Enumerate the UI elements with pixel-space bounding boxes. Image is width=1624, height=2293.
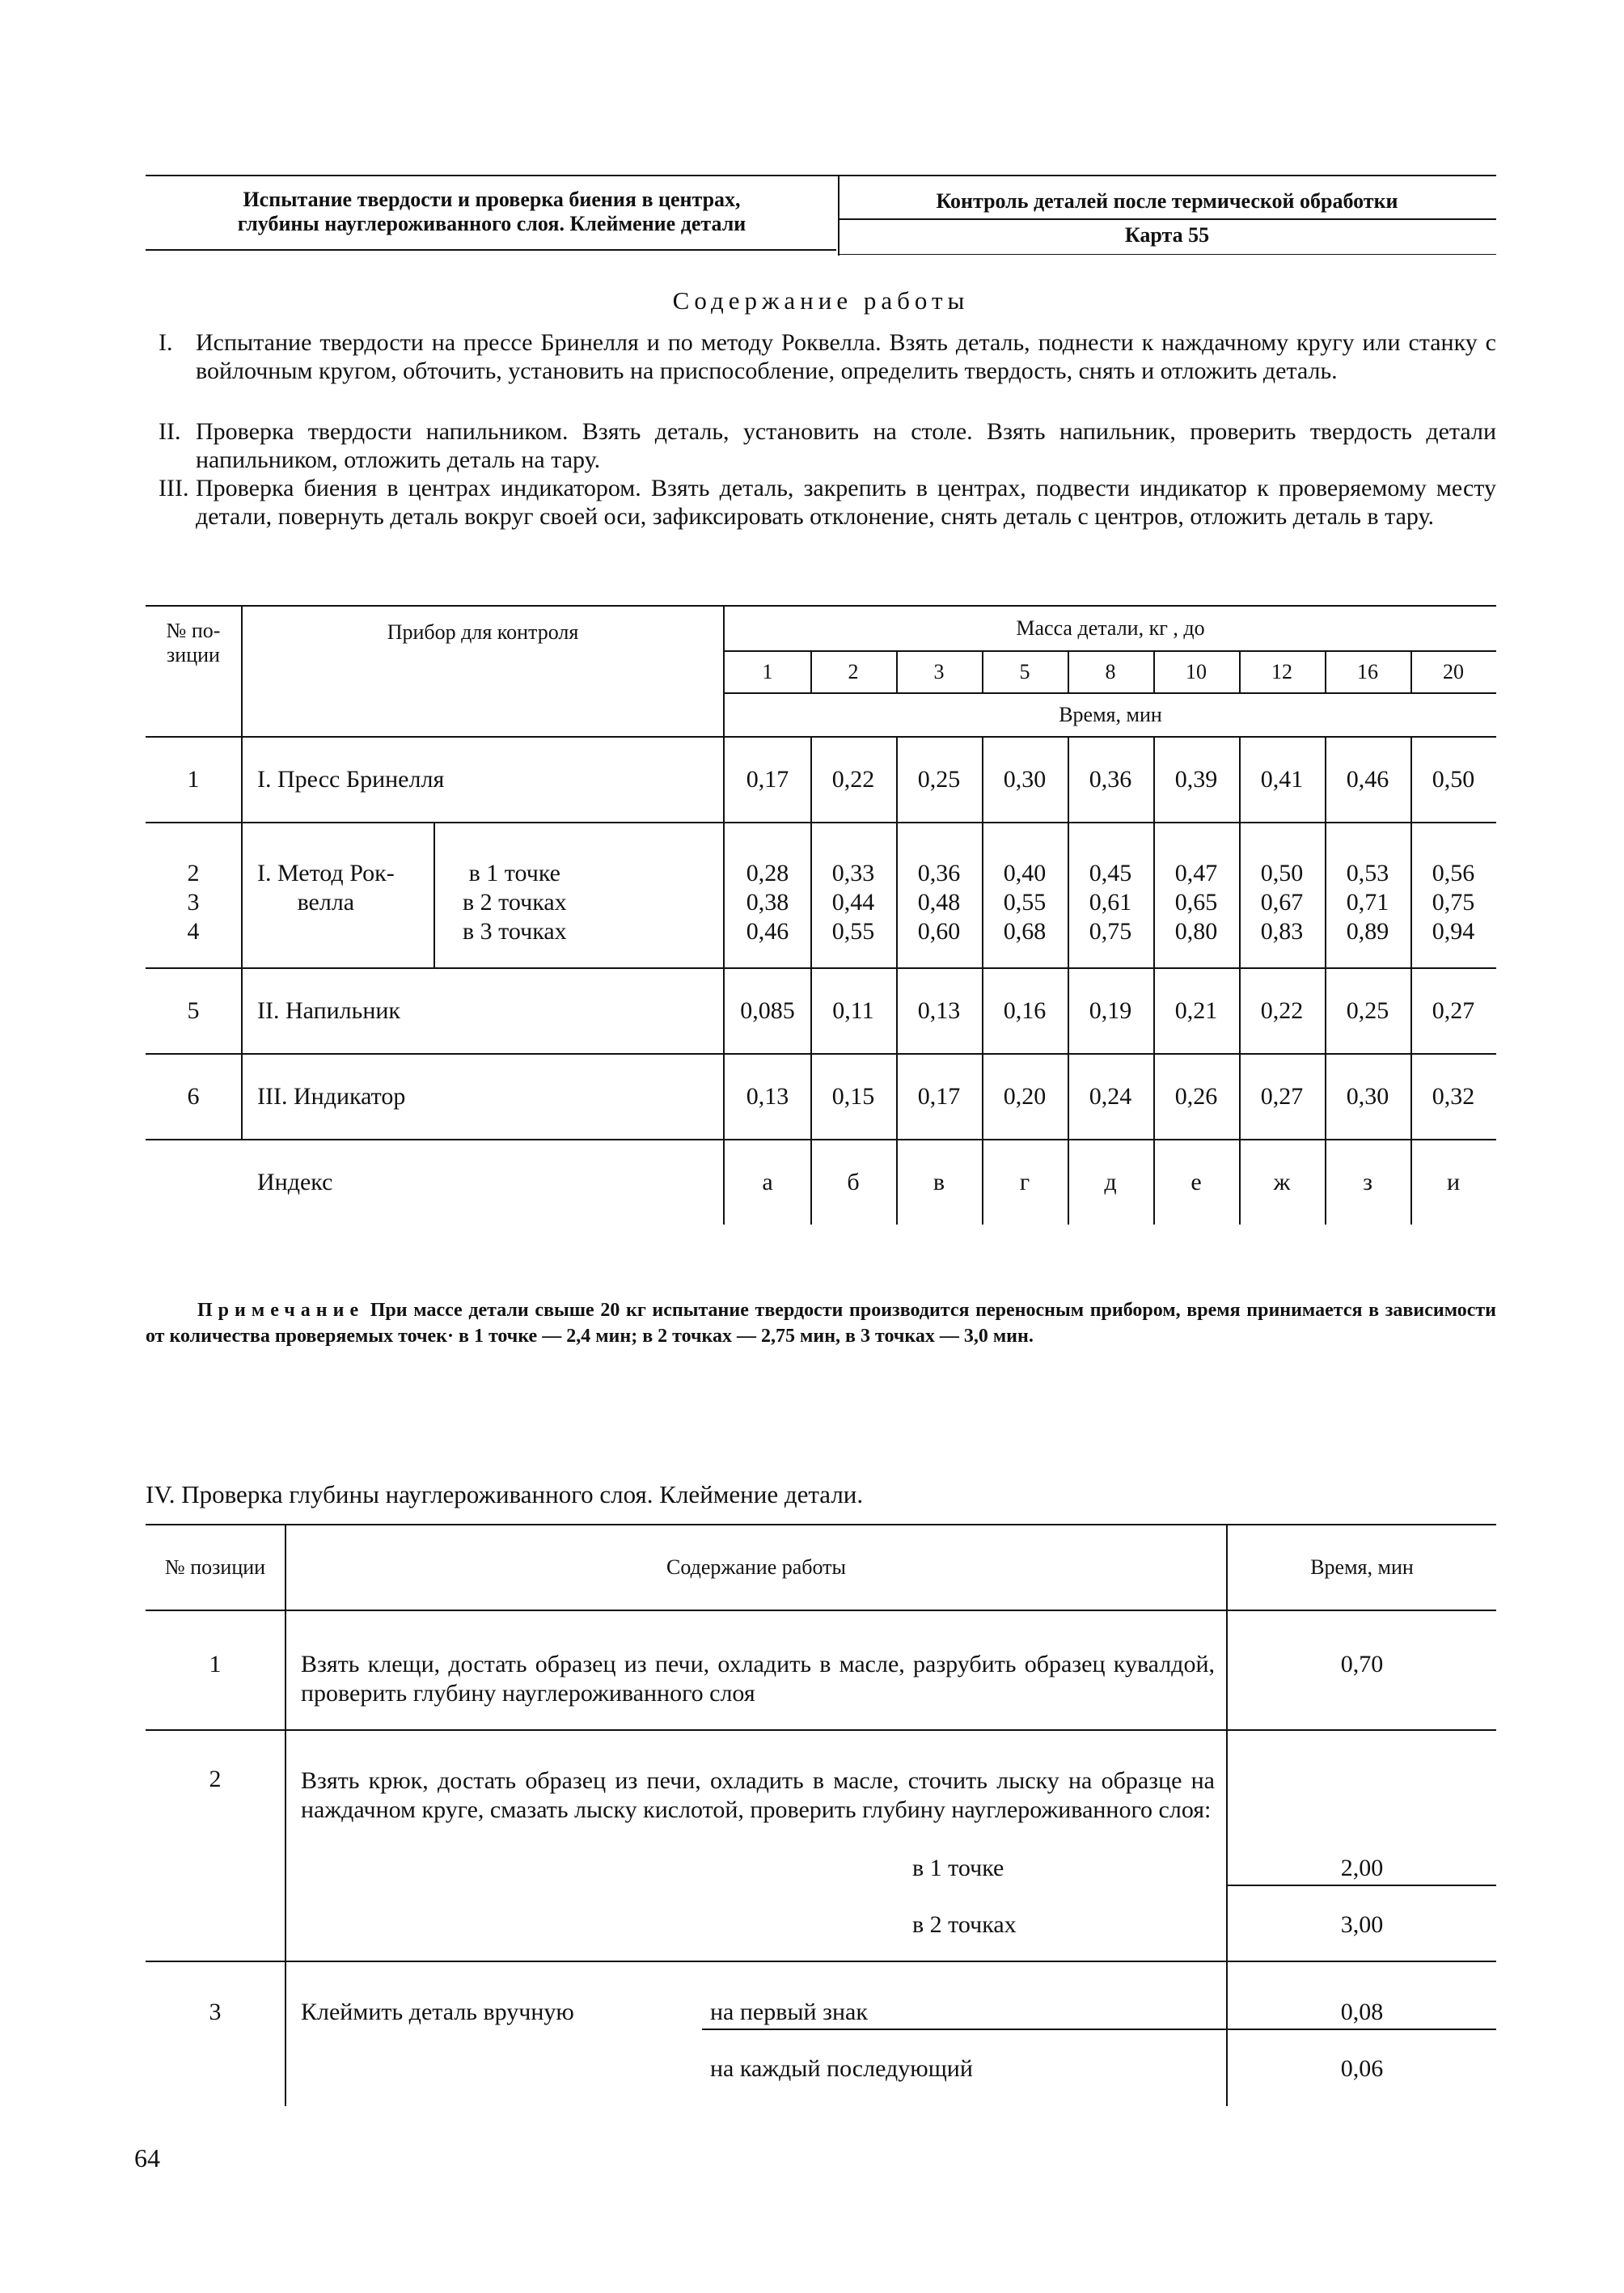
row1-pos: 1: [187, 766, 200, 793]
index-value-cell: а: [762, 1169, 773, 1195]
col-time-header: Время, мин: [1059, 703, 1162, 726]
t2-row3-sub1: на первый знак: [710, 1999, 868, 2025]
content-item-2-text: Проверка твердости напильником. Взять деталь, установить на столе. Взять напильник, проверить твердость детали напильником, отложить деталь на тару.: [196, 418, 1496, 473]
row2-device: I. Метод Рок- велла: [257, 860, 395, 916]
time-value-cell: 0,27: [1260, 1083, 1304, 1110]
index-value-cell: д: [1104, 1169, 1117, 1195]
time-value-cell: 0,50: [1432, 766, 1475, 793]
mass-header-cell: 12: [1271, 660, 1292, 683]
t2-row2-sub1: в 1 точке: [912, 1855, 1004, 1881]
t2-row3-text: Клеймить деталь вручную: [301, 1999, 574, 2025]
time-value-cell: 0,13: [917, 997, 961, 1024]
row1-device: I. Пресс Бринелля: [257, 766, 445, 793]
index-value-cell: е: [1191, 1169, 1202, 1195]
time-value-cell: 0,085: [740, 997, 795, 1024]
t2-row2-time2: 3,00: [1340, 1911, 1384, 1938]
row6-device: III. Индикатор: [257, 1083, 406, 1110]
time-value-cell: 0,39: [1174, 766, 1218, 793]
time-value-cell: 0,21: [1174, 997, 1218, 1024]
row6-pos: 6: [187, 1083, 200, 1110]
t2-col-time-header: Время, мин: [1310, 1555, 1414, 1579]
mass-header-cell: 5: [1019, 660, 1030, 683]
time-value-cell: 0,17: [746, 766, 789, 793]
t2-row2-text: Взять крюк, достать образец из печи, охладить в масле, сточить лыску на образце на наждачном круге, смазать лыску кислотой, проверить глубину науглероживанного слоя:: [301, 1767, 1215, 1823]
content-item-2-num: II.: [159, 418, 181, 445]
time-value-cell: 0,27: [1432, 997, 1475, 1024]
time-value-cell: 0,32: [1432, 1083, 1475, 1110]
time-value-cell: 0,22: [831, 766, 875, 793]
time-value-cell: 0,33 0,44 0,55: [831, 860, 875, 945]
header-left-line1: Испытание твердости и проверка биения в центрах,: [243, 188, 741, 211]
time-value-cell: 0,50 0,67 0,83: [1260, 860, 1304, 945]
t2-row3-time1: 0,08: [1340, 1999, 1384, 2025]
note-label: Примечание: [197, 1300, 365, 1321]
mass-header-cell: 1: [762, 660, 773, 683]
time-value-cell: 0,13: [746, 1083, 789, 1110]
content-item-3-text: Проверка биения в центрах индикатором. Взять деталь, закрепить в центрах, подвести индикатор к проверяемому месту детали, повернуть деталь вокруг своей оси, зафиксировать отклонение, снять деталь с центров, отложить деталь в тару.: [196, 475, 1496, 530]
content-item-3: [159, 474, 1496, 563]
time-value-cell: 0,30: [1003, 766, 1047, 793]
index-label: Индекс: [257, 1169, 333, 1195]
t2-row1-pos: 1: [209, 1651, 222, 1677]
t2-row1-text: Взять клещи, достать образец из печи, охладить в масле, разрубить образец кувалдой, проверить глубину науглероживанного слоя: [301, 1651, 1215, 1707]
time-value-cell: 0,20: [1003, 1083, 1047, 1110]
time-value-cell: 0,17: [917, 1083, 961, 1110]
time-value-cell: 0,30: [1346, 1083, 1389, 1110]
row5-device: II. Напильник: [257, 997, 401, 1024]
col-device-header: Прибор для контроля: [387, 620, 579, 644]
time-value-cell: 0,45 0,61 0,75: [1089, 860, 1132, 945]
index-value-cell: з: [1363, 1169, 1372, 1195]
t2-col-position-header: № позиции: [164, 1555, 266, 1579]
row2-sub: в 1 точке в 2 точках в 3 точках: [463, 860, 567, 945]
time-value-cell: 0,36: [1089, 766, 1132, 793]
mass-header-cell: 16: [1357, 660, 1378, 683]
col-mass-header: Масса детали, кг , до: [1016, 616, 1205, 640]
section4-title: IV. Проверка глубины науглероживанного слоя. Клеймение детали.: [146, 1480, 864, 1508]
t2-row3-pos: 3: [209, 1999, 222, 2025]
time-value-cell: 0,40 0,55 0,68: [1003, 860, 1047, 945]
time-value-cell: 0,25: [917, 766, 961, 793]
content-item-1-text: Испытание твердости на прессе Бринелля и по методу Роквелла. Взять деталь, поднести к наждачному кругу или станку с войлочным кругом, обточить, установить на приспособление, определить твердость, снять и отложить деталь.: [196, 329, 1496, 384]
time-value-cell: 0,41: [1260, 766, 1304, 793]
header-right-title: Контроль деталей после термической обработки: [936, 189, 1398, 213]
time-value-cell: 0,19: [1089, 997, 1132, 1024]
mass-header-cell: 3: [933, 660, 945, 683]
content-item-1-num: I.: [159, 329, 173, 356]
t2-row1-time: 0,70: [1340, 1651, 1384, 1677]
time-value-cell: 0,24: [1089, 1083, 1132, 1110]
content-item-2: [159, 417, 1496, 477]
row2-pos: 2 3 4: [187, 860, 200, 945]
row5-pos: 5: [187, 997, 200, 1024]
index-value-cell: в: [933, 1169, 945, 1195]
time-value-cell: 0,46: [1346, 766, 1389, 793]
t2-row2-time1: 2,00: [1340, 1855, 1384, 1881]
note: [146, 1297, 1496, 1349]
time-value-cell: 0,56 0,75 0,94: [1432, 860, 1475, 945]
content-item-1: [159, 328, 1496, 417]
content-item-3-num: III.: [159, 475, 189, 501]
content-title: Содержание работы: [672, 286, 970, 315]
t2-row2-pos: 2: [209, 1766, 222, 1792]
index-value-cell: и: [1446, 1169, 1461, 1195]
note-text: При массе детали свыше 20 кг испытание твердости производится переносным прибором, время принимается в зависимости от количества проверяемых точек· в 1 точке — 2,4 мин; в 2 точках — 2,75 мин, в 3 точках — 3,0 мин.: [146, 1300, 1496, 1347]
card-number: Карта 55: [1124, 223, 1210, 247]
mass-header-cell: 8: [1105, 660, 1116, 683]
mass-header-cell: 20: [1443, 660, 1464, 683]
t2-row3-sub2: на каждый последующий: [710, 2055, 973, 2082]
mass-header-cell: 10: [1186, 660, 1207, 683]
col-position-header: № по- зиции: [166, 619, 221, 666]
time-value-cell: 0,47 0,65 0,80: [1174, 860, 1218, 945]
t2-row2-sub2: в 2 точках: [912, 1911, 1017, 1938]
time-value-cell: 0,36 0,48 0,60: [917, 860, 961, 945]
time-value-cell: 0,22: [1260, 997, 1304, 1024]
index-value-cell: ж: [1273, 1169, 1291, 1195]
t2-col-content-header: Содержание работы: [666, 1555, 846, 1579]
time-value-cell: 0,11: [832, 997, 874, 1024]
header-left-line2: глубины науглероживанного слоя. Клеймение детали: [237, 212, 746, 235]
t2-row3-time2: 0,06: [1340, 2055, 1384, 2082]
index-value-cell: б: [847, 1169, 860, 1195]
index-value-cell: г: [1019, 1169, 1030, 1195]
time-value-cell: 0,25: [1346, 997, 1389, 1024]
time-value-cell: 0,26: [1174, 1083, 1218, 1110]
page-number: 64: [134, 2143, 160, 2172]
mass-header-cell: 2: [848, 660, 859, 683]
time-value-cell: 0,16: [1003, 997, 1047, 1024]
time-value-cell: 0,28 0,38 0,46: [746, 860, 789, 945]
time-value-cell: 0,15: [831, 1083, 875, 1110]
time-value-cell: 0,53 0,71 0,89: [1346, 860, 1389, 945]
